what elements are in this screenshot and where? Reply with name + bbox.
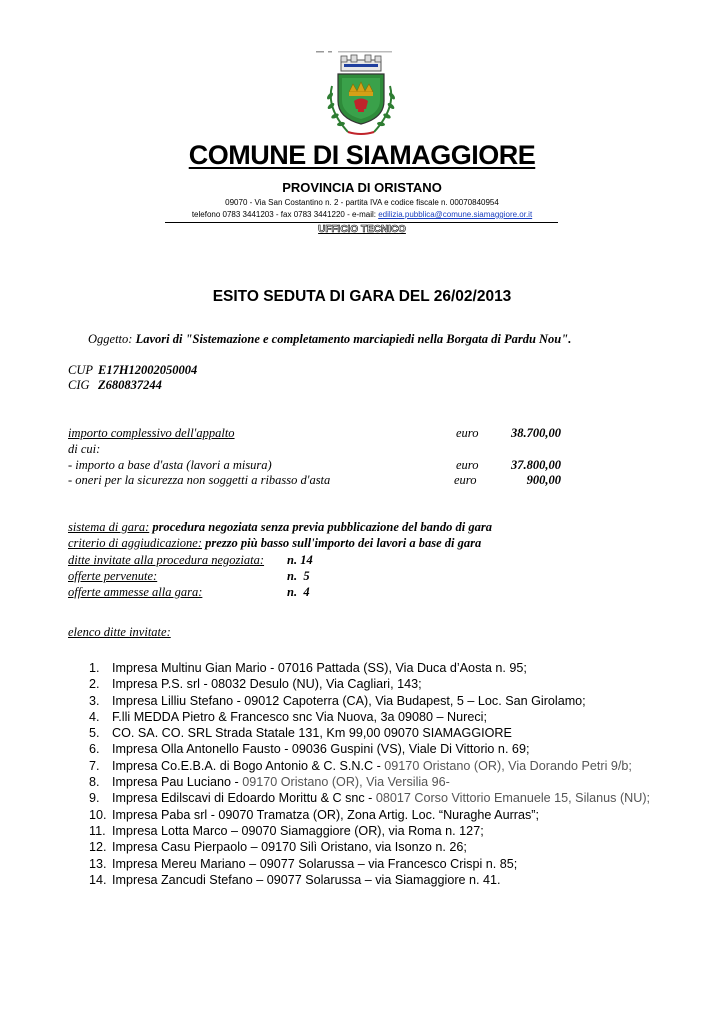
list-item-number: 11. xyxy=(89,823,106,838)
invited-list-label: elenco ditte invitate: xyxy=(68,625,171,639)
list-item xyxy=(89,839,661,855)
list-item-text: F.lli MEDDA Pietro & Francesco snc Via Nuova, 3a 09080 – Nureci; xyxy=(112,709,487,724)
total-amount-currency: euro xyxy=(456,426,479,440)
list-item-text: CO. SA. CO. SRL Strada Statale 131, Km 99,00 09070 SIAMAGGIORE xyxy=(112,726,512,741)
list-item xyxy=(89,709,661,725)
invited-count-line xyxy=(68,553,313,568)
office-name: UFFICIO TECNICO xyxy=(318,224,406,235)
list-item-text: Impresa Casu Pierpaolo – 09170 Silì Oristano, via Isonzo n. 26; xyxy=(112,840,467,855)
contact-line xyxy=(0,210,724,219)
contact-prefix: telefono 0783 3441203 - fax 0783 3441220 - e-mail: xyxy=(191,210,379,219)
safety-amount-row xyxy=(68,473,561,489)
criterion-label: criterio di aggiudicazione: xyxy=(68,536,203,550)
total-amount-label: importo complessivo dell'appalto xyxy=(68,426,235,440)
of-which-row xyxy=(68,442,561,458)
list-item-text: Impresa Pau Luciano - xyxy=(112,775,243,790)
list-item-number: 1. xyxy=(89,661,100,675)
list-item-number: 6. xyxy=(89,742,100,757)
invited-count-label: ditte invitate alla procedura negoziata: xyxy=(68,553,265,567)
province-name: PROVINCIA DI ORISTANO xyxy=(282,180,442,195)
list-item-text: Impresa Mereu Mariano – 09077 Solarussa – via Francesco Crispi n. 85; xyxy=(112,856,518,871)
list-item xyxy=(89,774,661,790)
invited-count-value: n. 14 xyxy=(287,553,313,567)
safety-amount-currency: euro xyxy=(454,473,477,487)
list-item-number: 7. xyxy=(89,758,100,773)
list-item-number: 4. xyxy=(89,709,100,724)
list-item-text: Impresa Lilliu Stefano - 09012 Capoterra (CA), Via Budapest, 5 – Loc. San Girolamo; xyxy=(112,693,586,708)
subject-line xyxy=(88,332,571,347)
list-item-text: Impresa P.S. srl - 08032 Desulo (NU), Via Cagliari, 143; xyxy=(112,677,422,692)
list-item xyxy=(89,725,661,741)
coat-of-arms-icon xyxy=(318,46,404,138)
cig-label: CIG xyxy=(68,378,90,392)
list-item-number: 2. xyxy=(89,677,100,692)
list-item-number: 13. xyxy=(89,856,107,871)
cup-line xyxy=(68,363,197,378)
list-item-address: 09170 Oristano (OR), Via Versilia 96- xyxy=(242,775,450,790)
list-item-text: Impresa Zancudi Stefano – 09077 Solarussa – via Siamaggiore n. 41. xyxy=(112,872,501,887)
cig-line xyxy=(68,378,162,393)
list-item xyxy=(89,660,661,676)
list-item-number: 3. xyxy=(89,693,100,708)
admitted-count-line xyxy=(68,585,310,600)
list-item-number: 8. xyxy=(89,775,100,790)
list-item xyxy=(89,693,661,709)
base-amount-currency: euro xyxy=(456,458,479,472)
list-item xyxy=(89,741,661,757)
safety-amount-value: 900,00 xyxy=(526,473,561,487)
list-item-text: Impresa Co.E.B.A. di Bogo Antonio & C. S.N.C - xyxy=(112,758,385,773)
subject-text: Lavori di "Sistemazione e completamento marciapiedi nella Borgata di Pardu Nou". xyxy=(135,332,572,346)
procedure-system-line xyxy=(68,520,492,535)
list-item-number: 10. xyxy=(89,807,107,822)
cup-value: E17H12002050004 xyxy=(98,363,198,377)
total-amount-row xyxy=(68,426,561,442)
list-item-address: 08017 Corso Vittorio Emanuele 15, Silanus (NU); xyxy=(375,791,651,806)
admitted-count-label: offerte ammesse alla gara: xyxy=(68,585,203,599)
list-item xyxy=(89,807,661,823)
list-item xyxy=(89,676,661,692)
criterion-line xyxy=(68,536,481,551)
list-item-number: 9. xyxy=(89,791,100,806)
cig-value: Z680837244 xyxy=(98,378,162,392)
list-item-number: 5. xyxy=(89,726,100,741)
admitted-count-value: n. 4 xyxy=(287,585,310,599)
list-item-text: Impresa Paba srl - 09070 Tramatza (OR), Zona Artig. Loc. “Nuraghe Aurras”; xyxy=(112,807,539,822)
procedure-system-label: sistema di gara: xyxy=(68,520,150,534)
header-divider xyxy=(165,222,558,223)
received-count-label: offerte pervenute: xyxy=(68,569,158,583)
list-item-text: Impresa Multinu Gian Mario - 07016 Pattada (SS), Via Duca d’Aosta n. 95; xyxy=(112,661,527,675)
subject-label: Oggetto: xyxy=(88,332,133,346)
address-line: 09070 - Via San Costantino n. 2 - partita IVA e codice fiscale n. 00070840954 xyxy=(225,198,499,207)
document-title: ESITO SEDUTA DI GARA DEL 26/02/2013 xyxy=(212,288,512,305)
list-item xyxy=(89,856,661,872)
list-item-number: 14. xyxy=(89,872,107,887)
received-count-line xyxy=(68,569,310,584)
of-which-label: di cui: xyxy=(68,442,101,456)
cup-label: CUP xyxy=(68,363,93,377)
email-link[interactable]: edilizia.pubblica@comune.siamaggiore.or.it xyxy=(378,210,533,219)
list-item-text: Impresa Edilscavi di Edoardo Morittu & C snc - xyxy=(112,791,376,806)
procedure-system-value: procedura negoziata senza previa pubblicazione del bando di gara xyxy=(152,520,492,534)
received-count-value: n. 5 xyxy=(287,569,310,583)
list-item-number: 12. xyxy=(89,840,107,855)
list-item-text: Impresa Olla Antonello Fausto - 09036 Guspini (VS), Viale Di Vittorio n. 69; xyxy=(112,742,530,757)
total-amount-value: 38.700,00 xyxy=(511,426,561,440)
criterion-value: prezzo più basso sull'importo dei lavori a base di gara xyxy=(205,536,482,550)
list-item xyxy=(89,823,661,839)
list-item xyxy=(89,758,661,774)
base-amount-value: 37.800,00 xyxy=(511,458,561,472)
list-item xyxy=(89,872,661,888)
organization-name: COMUNE DI SIAMAGGIORE xyxy=(188,140,536,170)
safety-amount-label: - oneri per la sicurezza non soggetti a ribasso d'asta xyxy=(68,473,331,487)
invited-firms-list xyxy=(89,660,661,888)
list-item xyxy=(89,790,661,806)
list-item-address: 09170 Oristano (OR), Via Dorando Petri 9/b; xyxy=(384,758,632,773)
base-amount-label: - importo a base d'asta (lavori a misura) xyxy=(68,458,272,472)
base-amount-row xyxy=(68,458,561,474)
list-item-text: Impresa Lotta Marco – 09070 Siamaggiore (OR), via Roma n. 127; xyxy=(112,823,484,838)
